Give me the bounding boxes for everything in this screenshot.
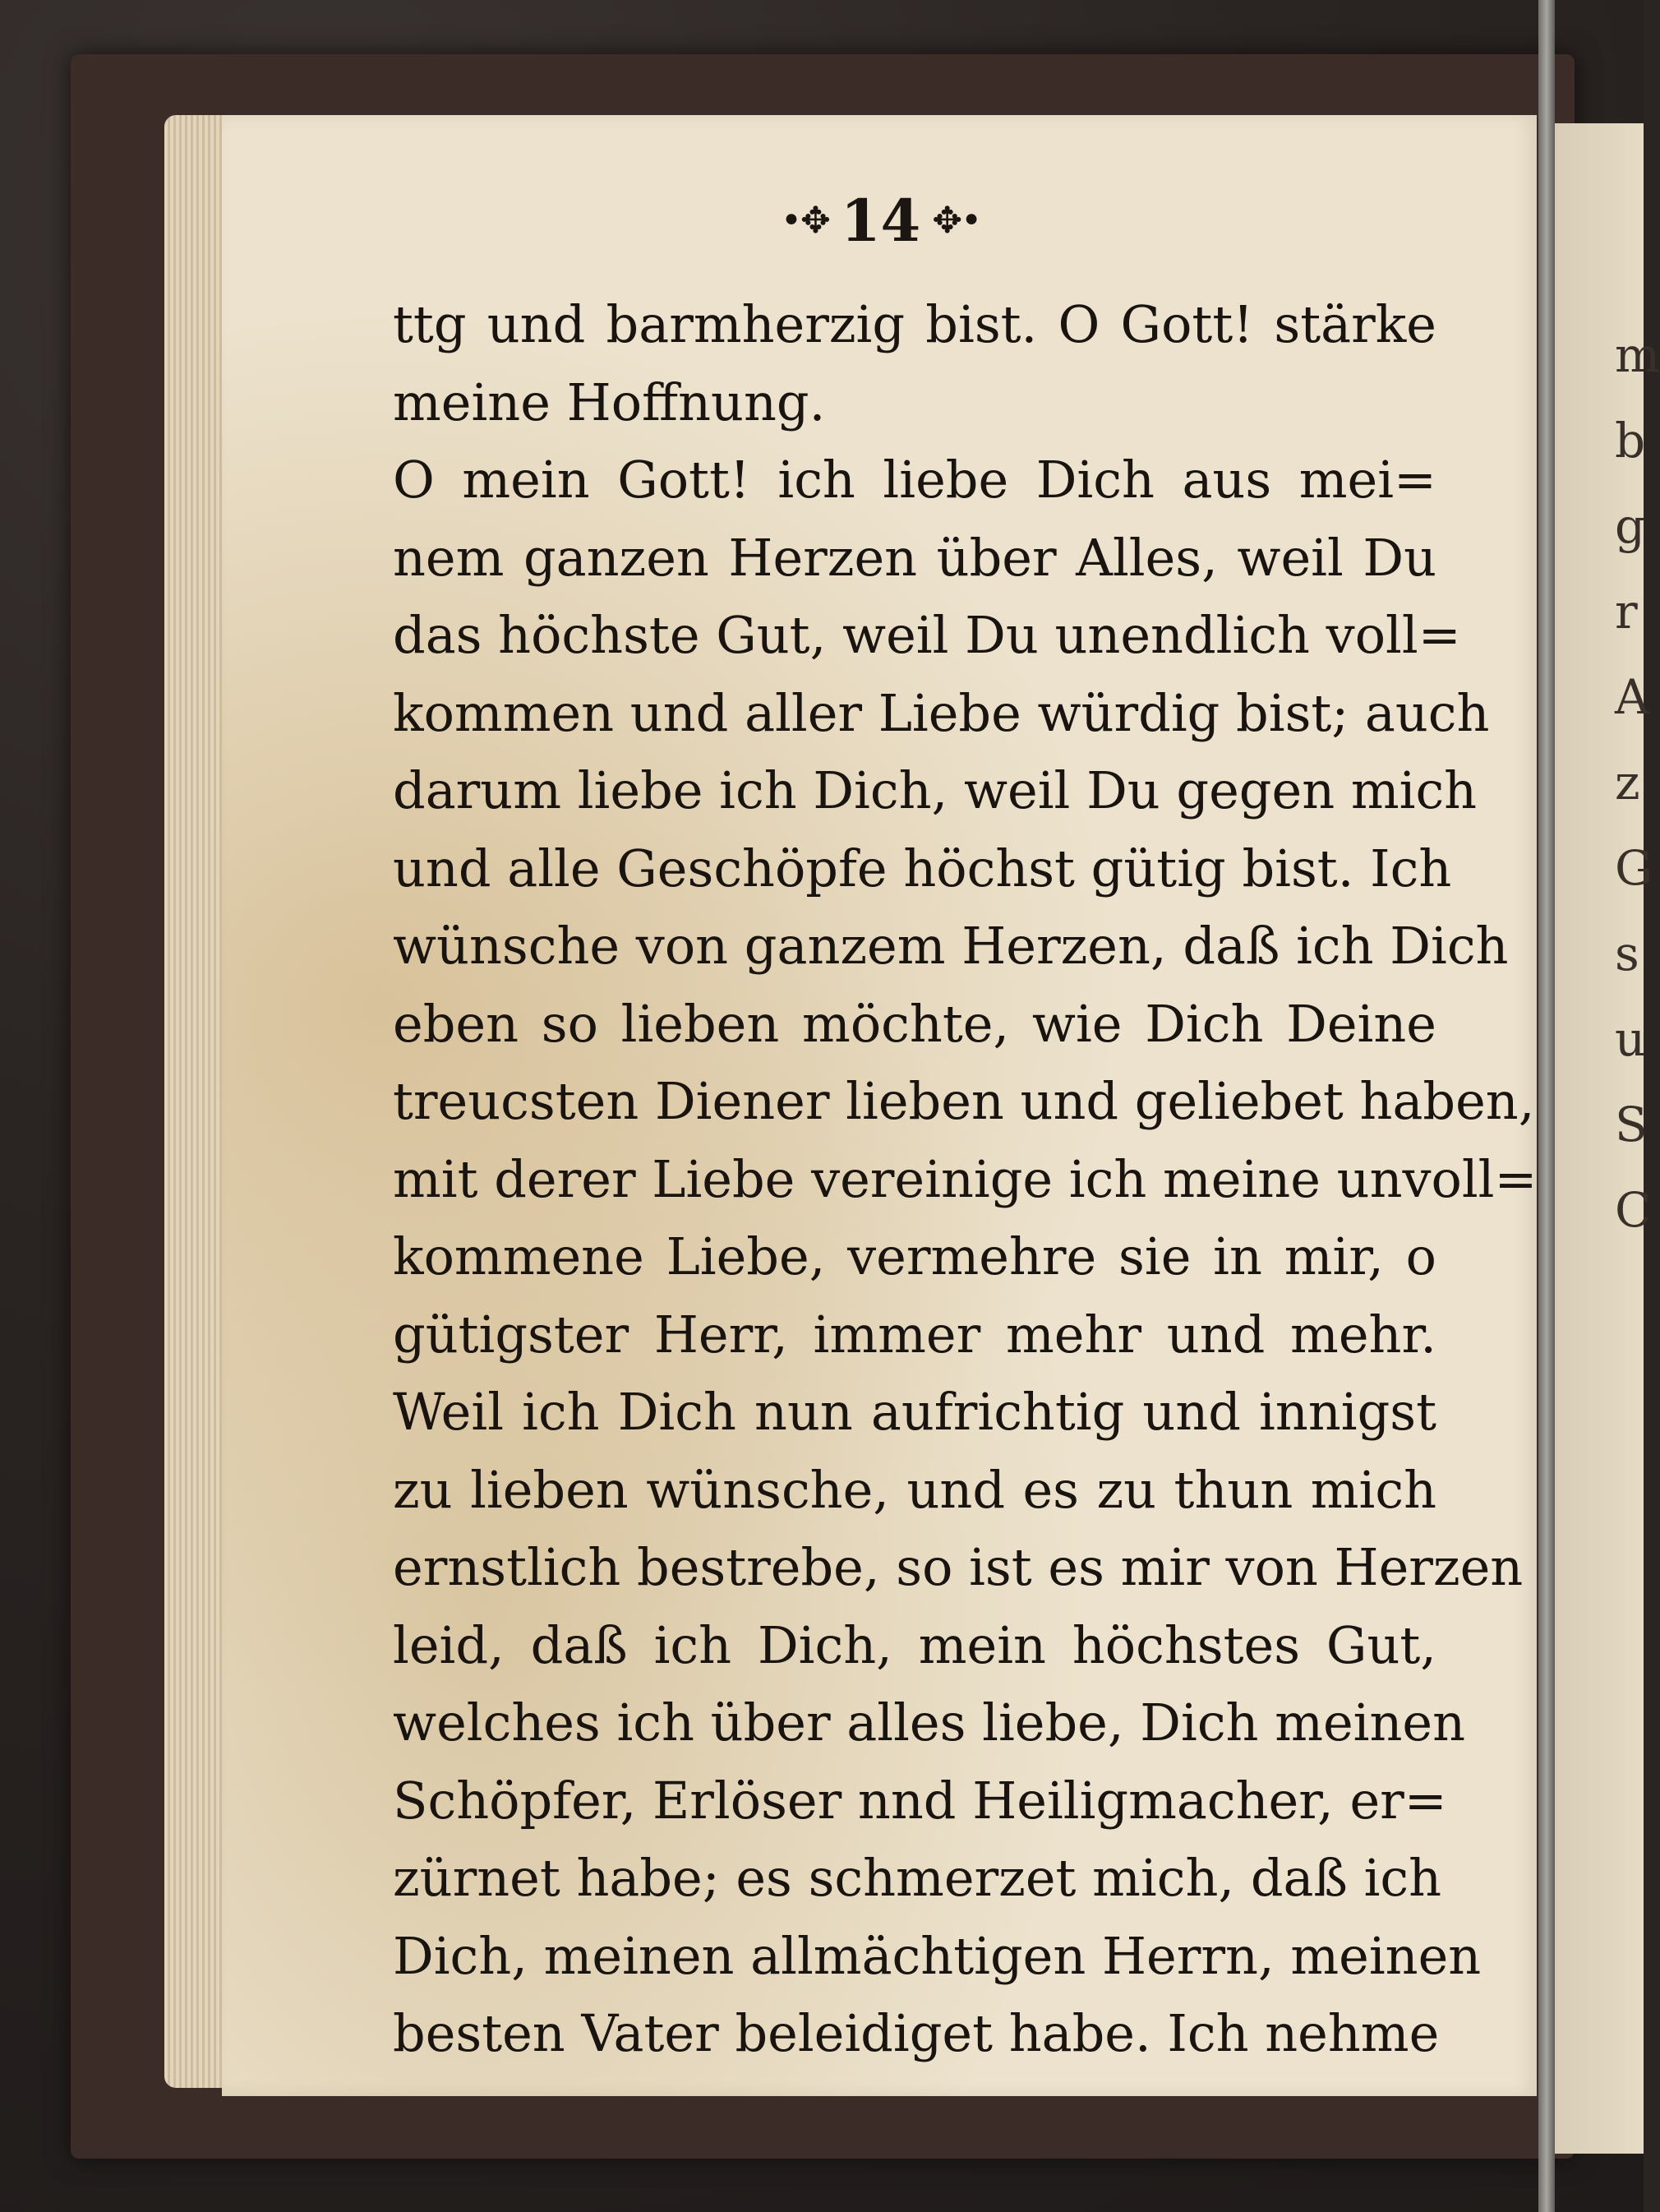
fragment: b xyxy=(1615,413,1646,469)
text-line: ttg und barmherzig bist. O Gott! stärke xyxy=(393,294,1436,354)
fragment: C xyxy=(1615,1182,1652,1238)
text-line: welches ich über alles liebe, Dich meinen xyxy=(393,1692,1466,1753)
text-line: Weil ich Dich nun aufrichtig und innigst xyxy=(393,1382,1436,1442)
text-line: und alle Geschöpfe höchst gütig bist. Ich xyxy=(393,838,1452,898)
text-line: wünsche von ganzem Herzen, daß ich Dich xyxy=(393,916,1509,976)
fragment: G xyxy=(1615,840,1653,896)
text-line: zürnet habe; es schmerzet mich, daß ich xyxy=(393,1848,1442,1908)
page-number: 14 xyxy=(840,186,921,255)
fragment: g xyxy=(1615,498,1646,554)
page-header xyxy=(781,187,980,253)
fragment: m xyxy=(1615,327,1660,383)
page-text xyxy=(393,286,1538,2073)
glass-edge xyxy=(1538,0,1555,2212)
text-line: besten Vater beleidiget habe. Ich nehme xyxy=(393,2003,1440,2063)
text-line: das höchste Gut, weil Du unendlich voll= xyxy=(393,605,1461,665)
text-line: Dich, meinen allmächtigen Herrn, meinen xyxy=(393,1925,1482,1986)
fragment: z xyxy=(1615,755,1640,810)
text-line: mit derer Liebe vereinige ich meine unvoll= xyxy=(393,1148,1538,1209)
ornament-left-icon: •✥ xyxy=(781,199,829,242)
fragment: A xyxy=(1615,669,1649,725)
text-line: Schöpfer, Erlöser nnd Heiligmacher, er= xyxy=(393,1770,1447,1831)
fragment: r xyxy=(1615,584,1638,640)
text-line: eben so lieben möchte, wie Dich Deine xyxy=(393,993,1436,1054)
text-line: leid, daß ich Dich, mein höchstes Gut, xyxy=(393,1614,1436,1675)
text-line: darum liebe ich Dich, weil Du gegen mich xyxy=(393,760,1478,820)
text-line: kommene Liebe, vermehre sie in mir, o xyxy=(393,1226,1436,1286)
fragment: u xyxy=(1615,1011,1646,1067)
text-line: zu lieben wünsche, und es zu thun mich xyxy=(393,1459,1436,1520)
text-line: nem ganzen Herzen über Alles, weil Du xyxy=(393,527,1436,588)
text-line: meine Hoffnung. xyxy=(393,372,826,432)
text-line: treucsten Diener lieben und geliebet haben, xyxy=(393,1071,1535,1131)
fragment: S xyxy=(1615,1097,1648,1152)
ornament-right-icon: ✥• xyxy=(932,199,981,242)
fragment: s xyxy=(1615,926,1639,981)
next-page-fragments xyxy=(1615,312,1660,1253)
text-line: ernstlich bestrebe, so ist es mir von Herzen xyxy=(393,1537,1524,1597)
text-line: gütigster Herr, immer mehr und mehr. xyxy=(393,1304,1436,1365)
text-line: kommen und aller Liebe würdig bist; auch xyxy=(393,682,1490,743)
text-line: O mein Gott! ich liebe Dich aus mei= xyxy=(393,450,1436,510)
